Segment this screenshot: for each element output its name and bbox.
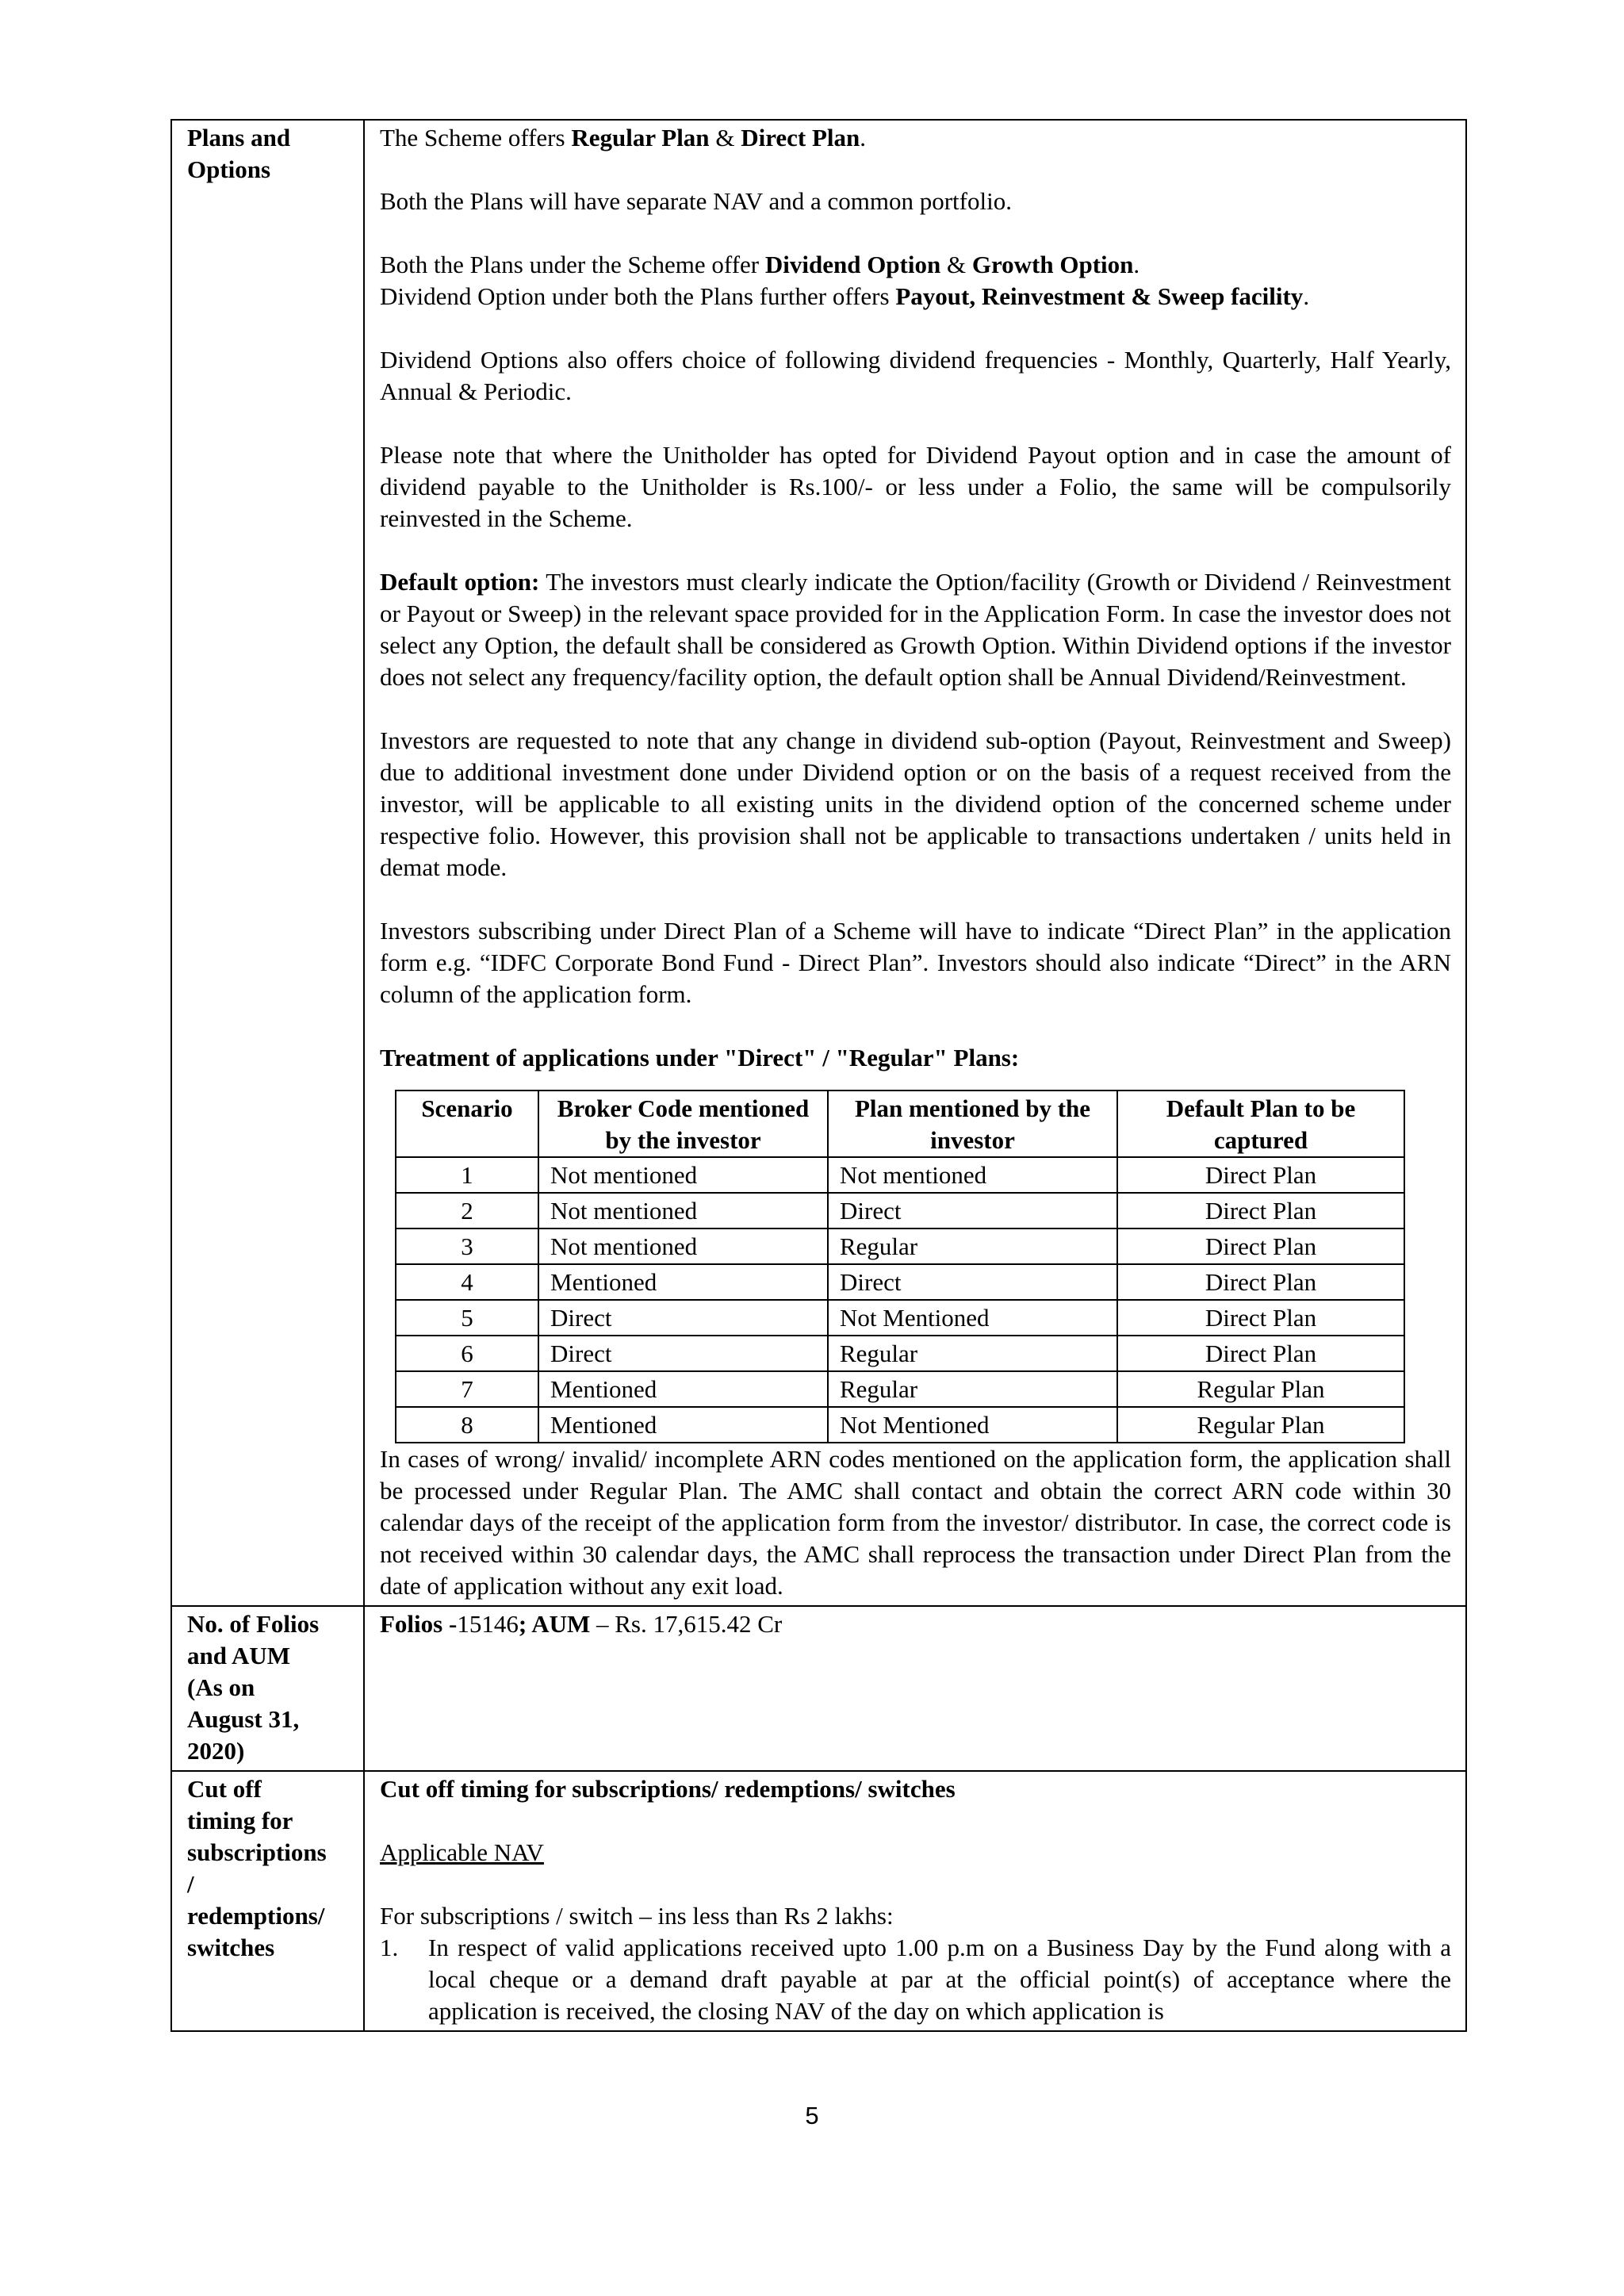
folios-aum-row: [171, 1606, 1466, 1771]
plans-options-label: Plans and Options: [171, 120, 364, 1606]
sub-option-change-paragraph: Investors are requested to note that any change in dividend sub-option (Payout, Reinvestment and Sweep) due to additional investment done under Dividend option or on the basis of a request received from the investor, will be applicable to all existing units in the dividend option of the concerned scheme under respective folio. However, this provision shall not be applicable to transactions undertaken / units held in demat mode.: [380, 726, 1451, 881]
broker-code-cell: Mentioned: [538, 1371, 828, 1407]
dividend-payout-paragraph: Please note that where the Unitholder has opted for Dividend Payout option and in case the amount of dividend payable to the Unitholder is Rs.100/- or less under a Folio, the same will be compulsorily reinvested in the Scheme.: [380, 441, 1451, 532]
header-plan-mentioned: Plan mentioned by the investor: [828, 1091, 1117, 1157]
plan-mentioned-cell: Regular: [828, 1371, 1117, 1407]
treatment-heading: Treatment of applications under "Direct" / "Regular" Plans:: [380, 1044, 1020, 1071]
plan-mentioned-cell: Not Mentioned: [828, 1407, 1117, 1443]
cutoff-row: [171, 1771, 1466, 2031]
arn-code-paragraph: In cases of wrong/ invalid/ incomplete ARN codes mentioned on the application form, the application shall be processed under Regular Plan. The AMC shall contact and obtain the correct ARN code within 30 calendar days of the receipt of the application form from the investor/ distributor. In case, the correct code is not received within 30 calendar days, the AMC shall reprocess the transaction under Direct Plan from the date of application without any exit load.: [380, 1445, 1451, 1600]
options-paragraph: Both the Plans under the Scheme offer Dividend Option & Growth Option.: [380, 251, 1140, 278]
table-row: [396, 1336, 1404, 1371]
folios-aum-value: Folios -15146; AUM – Rs. 17,615.42 Cr: [380, 1610, 783, 1638]
plan-mentioned-cell: Regular: [828, 1336, 1117, 1371]
list-item-text: In respect of valid applications received upto 1.00 p.m on a Business Day by the Fund along with a local cheque or a demand draft payable at par at the official point(s) of acceptance where the application is received, the closing NAV of the day on which application is: [428, 1934, 1451, 2025]
default-plan-cell: Direct Plan: [1117, 1336, 1404, 1371]
plan-mentioned-cell: Direct: [828, 1193, 1117, 1228]
default-plan-cell: Direct Plan: [1117, 1157, 1404, 1193]
header-default-plan: Default Plan to be captured: [1117, 1091, 1404, 1157]
broker-code-cell: Direct: [538, 1300, 828, 1336]
page-number: 5: [805, 2102, 819, 2129]
default-plan-cell: Direct Plan: [1117, 1264, 1404, 1300]
plans-options-content: [364, 120, 1466, 1606]
list-item: [380, 1932, 1451, 2027]
scenario-table-header: [396, 1091, 1404, 1157]
default-plan-cell: Direct Plan: [1117, 1193, 1404, 1228]
default-plan-cell: Regular Plan: [1117, 1407, 1404, 1443]
broker-code-cell: Not mentioned: [538, 1193, 828, 1228]
header-broker-code: Broker Code mentioned by the investor: [538, 1091, 828, 1157]
broker-code-cell: Mentioned: [538, 1407, 828, 1443]
scenario-number: 4: [396, 1264, 538, 1300]
header-scenario: Scenario: [396, 1091, 538, 1157]
plans-offered-paragraph: The Scheme offers Regular Plan & Direct Plan.: [380, 124, 867, 151]
broker-code-cell: Mentioned: [538, 1264, 828, 1300]
scenario-number: 1: [396, 1157, 538, 1193]
plan-mentioned-cell: Regular: [828, 1228, 1117, 1264]
table-row: [396, 1264, 1404, 1300]
table-row: [396, 1371, 1404, 1407]
table-row: [396, 1193, 1404, 1228]
default-plan-cell: Direct Plan: [1117, 1300, 1404, 1336]
broker-code-cell: Not mentioned: [538, 1157, 828, 1193]
direct-plan-paragraph: Investors subscribing under Direct Plan of a Scheme will have to indicate “Direct Plan” in the application form e.g. “IDFC Corporate Bond Fund - Direct Plan”. Investors should also indicate “Direct” in the ARN column of the application form.: [380, 917, 1451, 1008]
scenario-number: 6: [396, 1336, 538, 1371]
subscriptions-paragraph: For subscriptions / switch – ins less than Rs 2 lakhs:: [380, 1902, 894, 1930]
table-row: [396, 1157, 1404, 1193]
broker-code-cell: Not mentioned: [538, 1228, 828, 1264]
list-item-number: 1.: [380, 1934, 399, 1961]
scenario-table: [395, 1090, 1405, 1443]
broker-code-cell: Direct: [538, 1336, 828, 1371]
scenario-number: 5: [396, 1300, 538, 1336]
plans-options-row: [171, 120, 1466, 1606]
plan-mentioned-cell: Direct: [828, 1264, 1117, 1300]
table-row: [396, 1407, 1404, 1443]
dividend-facility-paragraph: Dividend Option under both the Plans further offers Payout, Reinvestment & Sweep facility.: [380, 282, 1310, 310]
scenario-number: 8: [396, 1407, 538, 1443]
applicable-nav-heading: Applicable NAV: [380, 1838, 544, 1866]
scenario-number: 7: [396, 1371, 538, 1407]
cutoff-label: Cut off timing for subscriptions / redemptions/ switches: [171, 1771, 364, 2031]
dividend-frequency-paragraph: Dividend Options also offers choice of following dividend frequencies - Monthly, Quarterly, Half Yearly, Annual & Periodic.: [380, 346, 1451, 405]
plan-mentioned-cell: Not mentioned: [828, 1157, 1117, 1193]
cutoff-content: [364, 1771, 1466, 2031]
scheme-info-table: [170, 119, 1467, 2032]
nav-paragraph: Both the Plans will have separate NAV and a common portfolio.: [380, 187, 1012, 215]
folios-aum-label: No. of Folios and AUM (As on August 31, 2020): [171, 1606, 364, 1771]
table-row: [396, 1300, 1404, 1336]
default-plan-cell: Direct Plan: [1117, 1228, 1404, 1264]
default-option-paragraph: Default option: The investors must clearly indicate the Option/facility (Growth or Dividend / Reinvestment or Payout or Sweep) in the relevant space provided for in the Application Form. In case the investor does not select any Option, the default shall be considered as Growth Option. Within Dividend options if the investor does not select any frequency/facility option, the default option shall be Annual Dividend/Reinvestment.: [380, 568, 1451, 691]
scenario-number: 3: [396, 1228, 538, 1264]
cutoff-heading: Cut off timing for subscriptions/ redemptions/ switches: [380, 1775, 956, 1803]
default-plan-cell: Regular Plan: [1117, 1371, 1404, 1407]
folios-aum-content: [364, 1606, 1466, 1771]
table-row: [396, 1228, 1404, 1264]
scenario-number: 2: [396, 1193, 538, 1228]
plan-mentioned-cell: Not Mentioned: [828, 1300, 1117, 1336]
